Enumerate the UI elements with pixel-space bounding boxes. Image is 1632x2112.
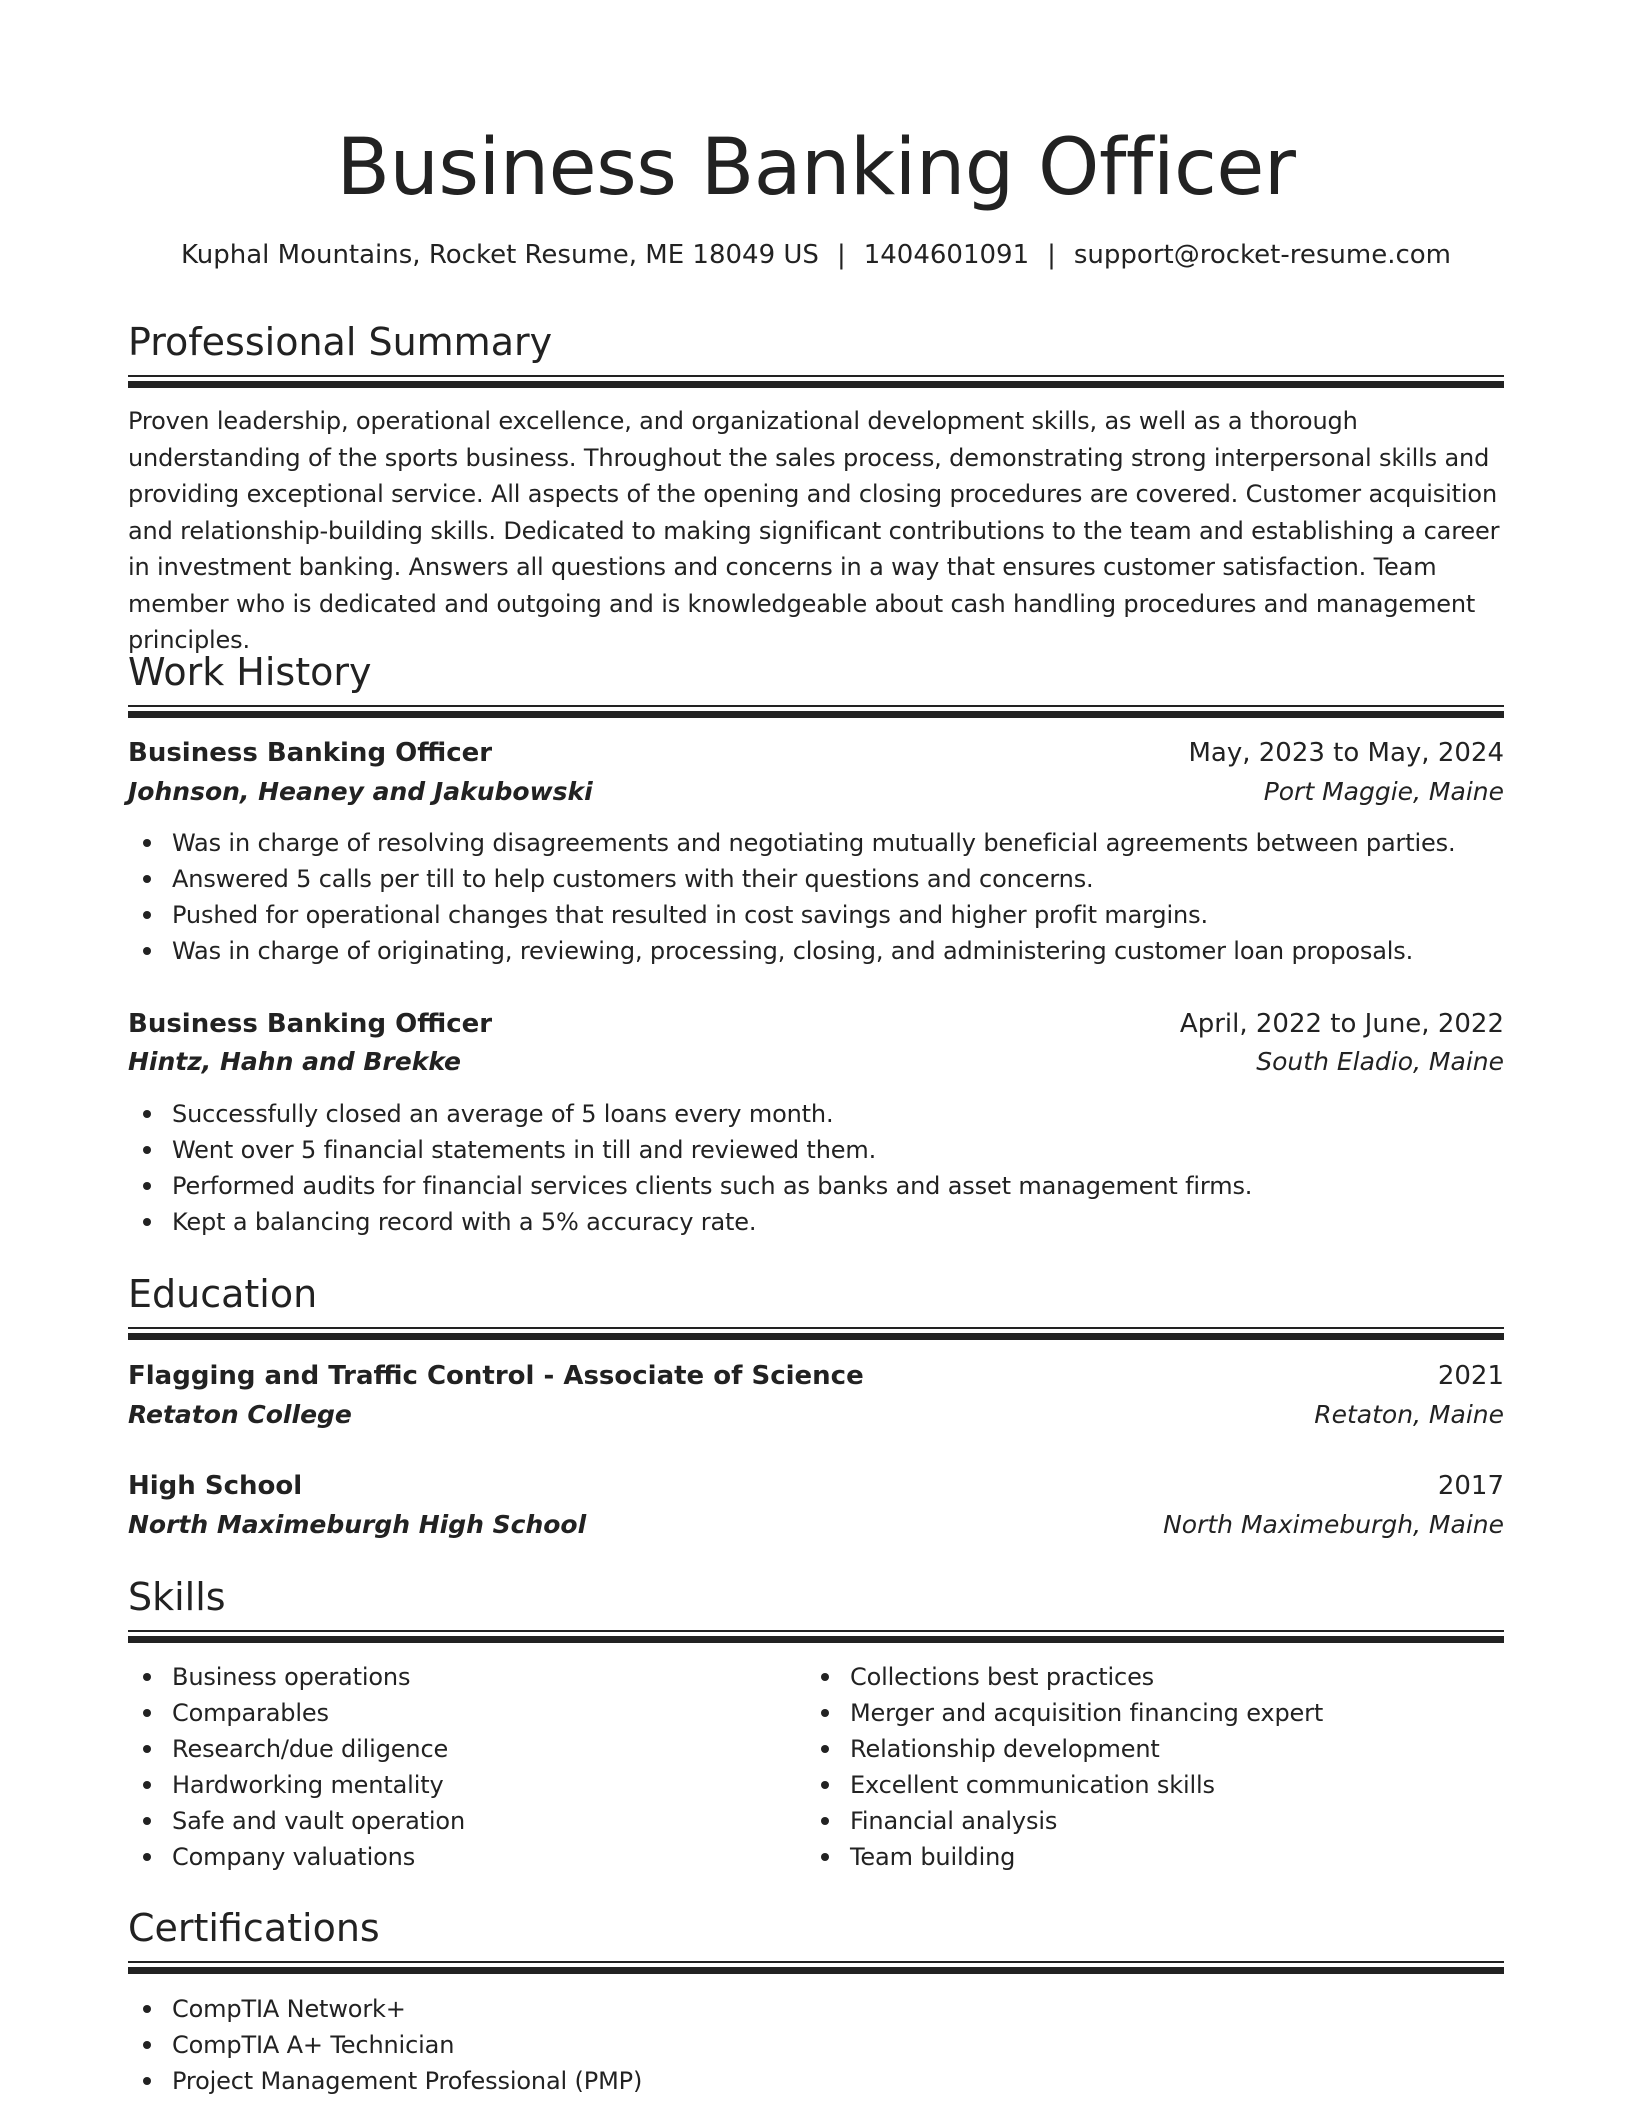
job-bullets <box>128 825 1504 969</box>
job-bullet: Performed audits for financial services clients such as banks and asset management firms. <box>172 1168 1504 1204</box>
skill-item: Merger and acquisition financing expert <box>850 1695 1482 1731</box>
job-dates: April, 2022 to June, 2022 <box>1179 1009 1504 1039</box>
contact-separator: | <box>836 240 846 270</box>
skills-list-left <box>128 1659 804 1875</box>
education-year: 2017 <box>1437 1471 1504 1501</box>
education-year: 2021 <box>1437 1361 1504 1391</box>
section-title-certifications: Certifications <box>128 1906 380 1950</box>
job-company: Hintz, Hahn and Brekke <box>128 1047 462 1076</box>
skill-item: Comparables <box>172 1695 804 1731</box>
contact-email[interactable]: support@rocket-resume.com <box>1073 240 1451 270</box>
job-company: Johnson, Heaney and Jakubowski <box>128 777 593 806</box>
job-company-row <box>128 772 1504 812</box>
skill-item: Research/due diligence <box>172 1731 804 1767</box>
section-divider <box>128 375 1504 377</box>
education-header-row <box>128 1466 1504 1506</box>
education-school-row <box>128 1395 1504 1435</box>
certifications-list <box>128 1991 1504 2099</box>
education-degree: High School <box>128 1471 303 1501</box>
skill-item: Hardworking mentality <box>172 1767 804 1803</box>
section-title-summary: Professional Summary <box>128 320 553 364</box>
education-location: North Maximeburgh, Maine <box>1163 1510 1504 1539</box>
job-bullet: Kept a balancing record with a 5% accuracy rate. <box>172 1204 1504 1240</box>
job-bullet: Pushed for operational changes that resulted in cost savings and higher profit margins. <box>172 897 1504 933</box>
section-divider <box>128 1630 1504 1632</box>
education-degree: Flagging and Traffic Control - Associate of Science <box>128 1361 864 1391</box>
skill-item: Team building <box>850 1839 1482 1875</box>
skills-list-right <box>806 1659 1482 1875</box>
job-bullet: Successfully closed an average of 5 loans every month. <box>172 1096 1504 1132</box>
skill-item: Collections best practices <box>850 1659 1482 1695</box>
job-bullet: Answered 5 calls per till to help customers with their questions and concerns. <box>172 861 1504 897</box>
section-divider <box>128 381 1504 388</box>
section-divider <box>128 1636 1504 1643</box>
job-header-row <box>128 1004 1504 1044</box>
skill-item: Relationship development <box>850 1731 1482 1767</box>
section-title-skills: Skills <box>128 1575 226 1619</box>
section-divider <box>128 705 1504 707</box>
summary-text: Proven leadership, operational excellence, and organizational development skills, as well as a thorough understanding of the sports business. Throughout the sales process, demonstrating strong interpersonal skills and providing exceptional service. All aspects of the opening and closing procedures are covered. Customer acquisition and relationship-building skills. Dedicated to making significant contributions to the team and establishing a career in investment banking. Answers all questions and concerns in a way that ensures customer satisfaction. Team member who is dedicated and outgoing and is knowledgeable about cash handling procedures and management principles. <box>128 407 1500 654</box>
contact-address: Kuphal Mountains, Rocket Resume, ME 18049 US <box>181 240 819 270</box>
skill-item: Safe and vault operation <box>172 1803 804 1839</box>
section-title-work: Work History <box>128 650 372 694</box>
section-title-education: Education <box>128 1272 318 1316</box>
section-divider <box>128 1961 1504 1963</box>
certification-item: CompTIA A+ Technician <box>172 2027 1504 2063</box>
job-bullet: Was in charge of resolving disagreements and negotiating mutually beneficial agreements between parties. <box>172 825 1504 861</box>
job-header-row <box>128 733 1504 773</box>
skill-item: Excellent communication skills <box>850 1767 1482 1803</box>
education-school-row <box>128 1505 1504 1545</box>
contact-separator: | <box>1047 240 1056 270</box>
contact-phone: 1404601091 <box>863 240 1030 270</box>
skill-item: Company valuations <box>172 1839 804 1875</box>
job-company-row <box>128 1042 1504 1082</box>
job-bullet: Was in charge of originating, reviewing, processing, closing, and administering customer loan proposals. <box>172 933 1504 969</box>
job-dates: May, 2023 to May, 2024 <box>1188 738 1504 768</box>
education-header-row <box>128 1356 1504 1396</box>
job-location: South Eladio, Maine <box>1256 1047 1504 1076</box>
job-bullets <box>128 1096 1504 1240</box>
certification-item: CompTIA Network+ <box>172 1991 1504 2027</box>
candidate-name: Business Banking Officer <box>336 123 1296 213</box>
job-bullet: Went over 5 financial statements in till and reviewed them. <box>172 1132 1504 1168</box>
certification-item: Project Management Professional (PMP) <box>172 2063 1504 2099</box>
section-divider <box>128 1333 1504 1340</box>
job-location: Port Maggie, Maine <box>1263 777 1504 806</box>
section-divider <box>128 1967 1504 1974</box>
education-school: North Maximeburgh High School <box>128 1510 587 1539</box>
education-school: Retaton College <box>128 1400 352 1429</box>
skill-item: Financial analysis <box>850 1803 1482 1839</box>
job-title: Business Banking Officer <box>128 738 493 768</box>
section-divider <box>128 711 1504 718</box>
job-title: Business Banking Officer <box>128 1009 493 1039</box>
section-divider <box>128 1327 1504 1329</box>
skill-item: Business operations <box>172 1659 804 1695</box>
education-location: Retaton, Maine <box>1314 1400 1504 1429</box>
contact-line <box>0 237 1632 273</box>
